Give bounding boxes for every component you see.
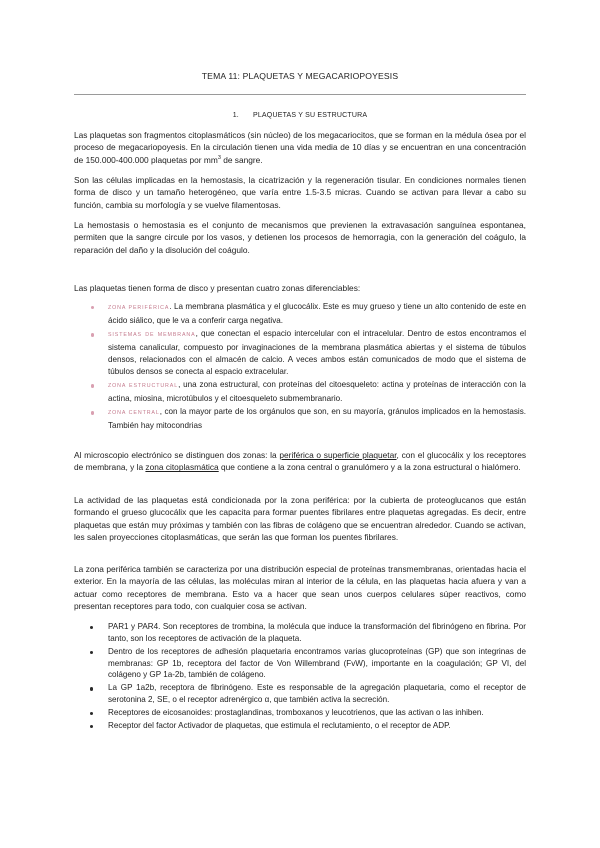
zone-text: , una zona estructural, con proteínas del citoesqueleto: actina y proteínas de interacción con la actina, miosina, microtúbulos y el citoesqueleto submembranario. — [108, 380, 527, 403]
zone-tag: ZONA PERIFÉRICA — [108, 305, 170, 311]
receptor-text: Dentro de los receptores de adhesión plaquetaria encontramos varias glucoproteínas (GP) que son integrinas de membranas: GP 1b, receptora del factor de Von Willembrand (FvW), importante en la coagulación; GP VI, del colágeno y GP 1a-2b, también de colágeno. — [108, 646, 526, 680]
list-item — [74, 379, 526, 405]
paragraph-function: Son las células implicadas en la hemostasis, la cicatrización y la regeneración tisular. En condiciones normales tienen forma de disco y un tamaño heterogéneo, que varía entre 1.5-3.5 micras. Cuando se activan para llevar a cabo su función, cambia su morfología y se vuelve filamentosas. — [74, 175, 526, 210]
list-item — [74, 406, 526, 432]
paragraph-hemostasis: La hemostasis o hemostasia es el conjunto de mecanismos que previenen la extravasación sanguínea espontanea, permiten que la sangre circule por los vasos, y detienen los procesos de hemorragia, con la generación del coágulo, la reparación del daño y la disolución del coágulo. — [74, 220, 526, 255]
title-divider — [74, 94, 526, 95]
paragraph-activity: La actividad de las plaquetas está condicionada por la zona periférica: por la cubierta de proteoglucanos que están formando el grueso glucocálix que les capacita para formar puentes fibrilares entre plaquetas agregadas. Es decir, entre plaquetas que están muy próximas y también con las fibras de colágeno que se encuentran alrededor. Cuando se activan, les salen proyecciones citoplasmáticas, que serán las que forman los puentes fibrilares. — [74, 495, 526, 542]
paragraph-peripheral: La zona periférica también se caracteriza por una distribución especial de proteínas transmembranas, orientadas hacia el exterior. En la mayoría de las células, las moléculas miran al interior de la célula, en las plaquetas hacia afuera y van a actuar como receptores de membrana. Esto va a hacer que sean unos cuerpos celulares súper reactivos, como presentan receptores para todo, con cualquier cosa se activan. — [74, 564, 526, 611]
section-heading — [0, 112, 600, 119]
zone-tag: ZONA CENTRAL — [108, 410, 160, 417]
list-item — [74, 646, 526, 681]
receptor-text: Receptor del factor Activador de plaquetas, que estimula el reclutamiento, o el receptor de ADP. — [108, 721, 451, 731]
paragraph-text: que contiene a la zona central o granulómero y a la zona estructural o hialómero. — [218, 462, 521, 473]
list-item — [74, 707, 526, 719]
list-item — [74, 621, 526, 645]
bullet-icon — [90, 725, 93, 728]
bullet-icon — [90, 626, 93, 629]
bullet-icon — [90, 687, 93, 690]
underlined-term: zona citoplasmática — [145, 462, 219, 473]
paragraph-definition — [74, 129, 526, 166]
paragraph-text: , con el glucocálix y los receptores de membrana, y la — [74, 450, 527, 473]
paragraph-zones-intro: Las plaquetas tienen forma de disco y presentan cuatro zonas diferenciables: — [74, 283, 361, 293]
zone-tag: SISTEMAS DE MEMBRANA — [108, 332, 196, 339]
bullet-icon — [91, 306, 94, 309]
paragraph-microscope — [74, 449, 526, 474]
superscript: 3 — [217, 154, 221, 161]
list-item — [74, 301, 526, 327]
bullet-icon — [90, 712, 93, 715]
list-item — [74, 328, 526, 377]
bullet-icon — [91, 411, 94, 414]
bullet-icon — [90, 651, 93, 654]
section-title: PLAQUETAS Y SU ESTRUCTURA — [252, 112, 368, 119]
underlined-term: periférica o superficie plaquetar — [279, 450, 397, 460]
receptor-text: Receptores de eicosanoides: prostaglandinas, tromboxanos y leucotrienos, que las activan o las inhiben. — [108, 708, 484, 718]
bullet-icon — [91, 333, 94, 336]
list-item — [74, 720, 526, 732]
zones-list — [74, 301, 526, 434]
list-item — [74, 682, 526, 706]
receptor-text: PAR1 y PAR4. Son receptores de trombina, la molécula que induce la transformación del fibrinógeno en fibrina. Por tanto, son los receptores de activación de la plaqueta. — [108, 622, 526, 643]
paragraph-text: Las plaquetas son fragmentos citoplasmáticos (sin núcleo) de los megacariocitos, que se forman en la médula ósea por el proceso de megacariopoyesis. En la circulación tienen una vida media de 10 días y se encuentran en una concentración de 150.000-400.000 plaquetas por mm — [74, 130, 526, 165]
zone-text: , que conectan el espacio intercelular con el intracelular. Dentro de estos encontramos el sistema canalicular, compuesto por invaginaciones de la membrana plasmática abiertas y el sistema de túbulos densos, relacionados con el almacén de calcio. A veces ambos están comunicados de modo que el sistema de túbulos densos se conecta al espacio extracelular. — [108, 329, 526, 376]
zone-tag: ZONA ESTRUCTURAL — [108, 383, 179, 390]
zone-text: . La membrana plasmática y el glucocálix. Este es muy grueso y tiene un alto contenido de este en ácido siálico, que le va a conferir carga negativa. — [108, 302, 526, 325]
receptors-list — [74, 621, 526, 733]
zone-text: , con la mayor parte de los orgánulos que son, en su mayoría, gránulos implicados en la hemostasis. También hay mitocondrias — [108, 407, 526, 431]
paragraph-text: de sangre. — [220, 154, 263, 165]
document-title: TEMA 11: PLAQUETAS Y MEGACARIOPOYESIS — [201, 71, 399, 81]
bullet-icon — [91, 384, 94, 387]
section-number: 1. — [232, 112, 239, 119]
receptor-text: La GP 1a2b, receptora de fibrinógeno. Este es responsable de la agregación plaquetaria, como el receptor de serotonina 2, SE, o el receptor adrenérgico α, que también activa la secreción. — [108, 683, 526, 705]
paragraph-text: Al microscopio electrónico se distinguen dos zonas: la — [74, 450, 280, 460]
